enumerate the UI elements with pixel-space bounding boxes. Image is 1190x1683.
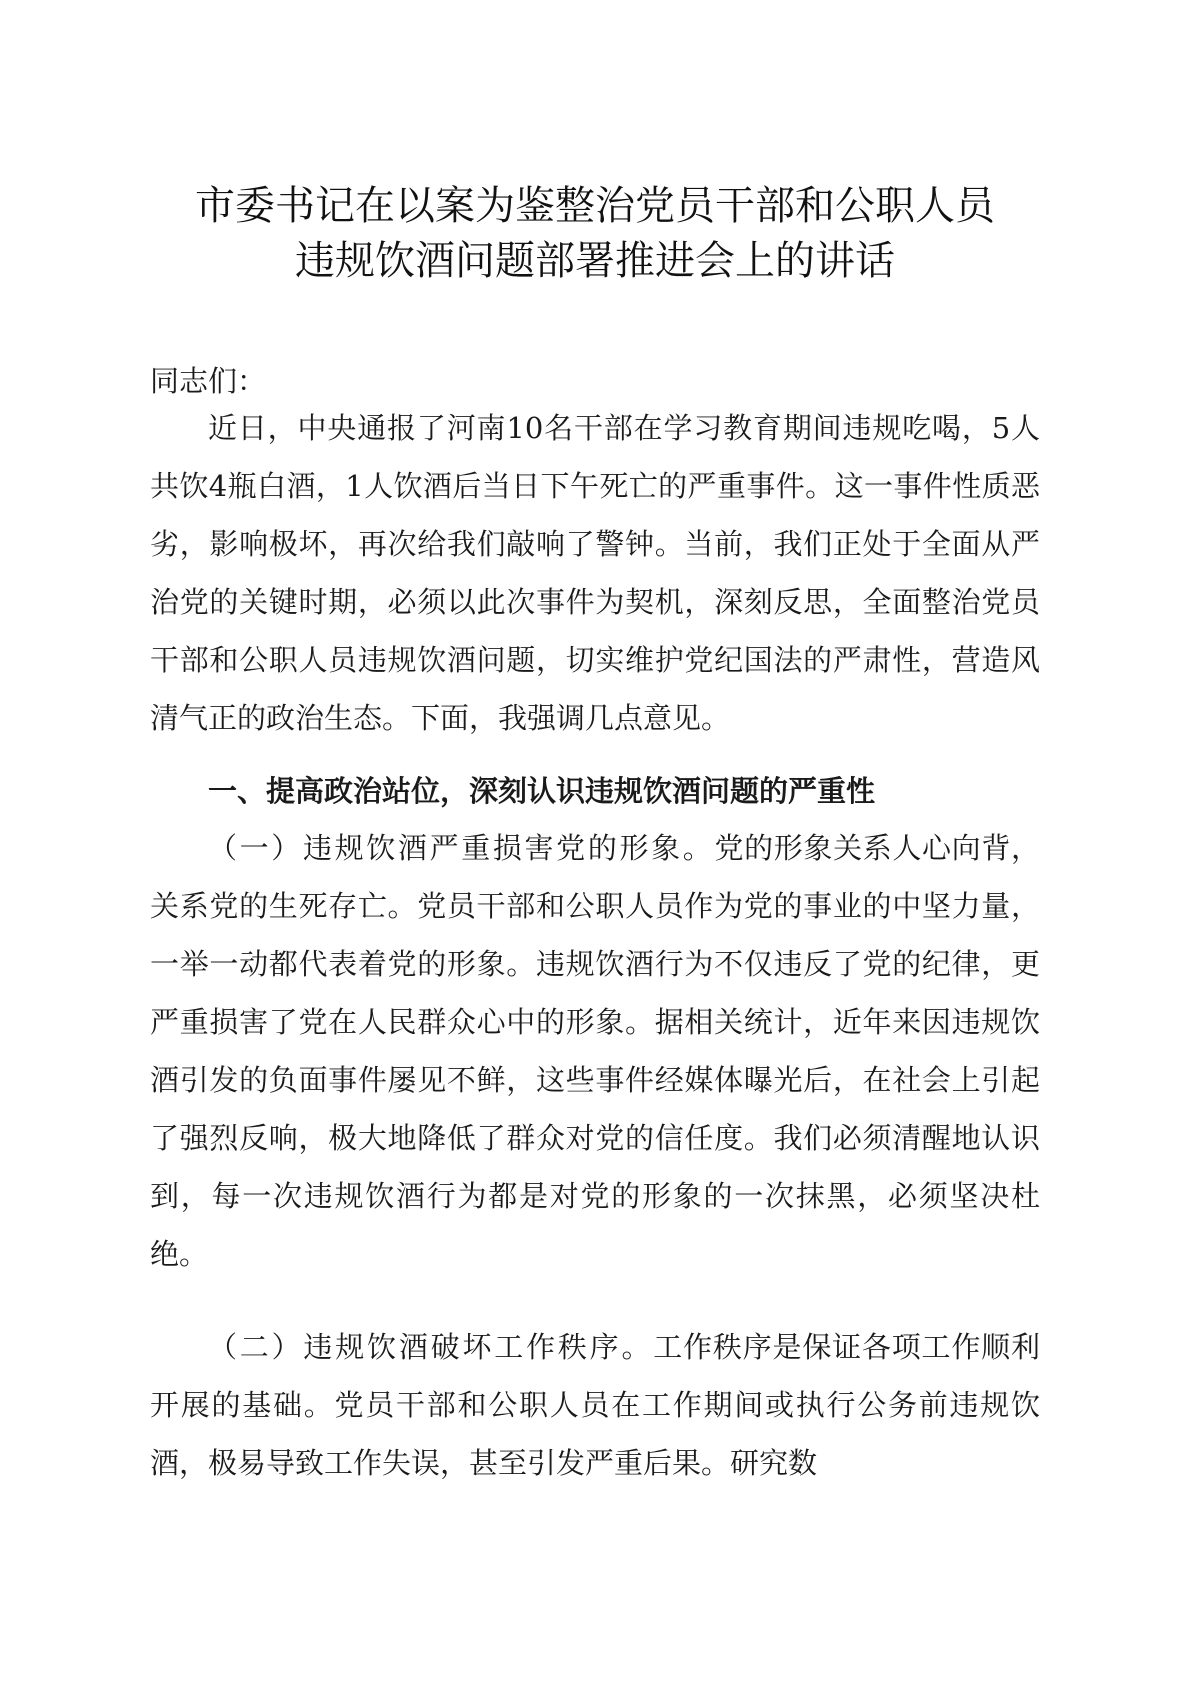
subsection-body-2: 工作秩序是保证各项工作顺利开展的基础。党员干部和公职人员在工作期间或执行公务前违规饮酒，极易导致工作失误，甚至引发严重后果。研究数 <box>150 1330 1040 1480</box>
greeting: 同志们： <box>150 364 267 398</box>
subsection-body-1: 党的形象关系人心向背，关系党的生死存亡。党员干部和公职人员作为党的事业的中坚力量，一举一动都代表着党的形象。违规饮酒行为不仅违反了党的纪律，更严重损害了党在人民群众心中的形象。据相关统计，近年来因违规饮酒引发的负面事件屡见不鲜，这些事件经媒体曝光后，在社会上引起了强烈反响，极大地降低了群众对党的信任度。我们必须清醒地认识到，每一次违规饮酒行为都是对党的形象的一次抹黑，必须坚决杜绝。 <box>150 831 1040 1271</box>
document-title-line-2: 违规饮酒问题部署推进会上的讲话 <box>295 238 895 284</box>
section-heading-1: 一、提高政治站位，深刻认识违规饮酒问题的严重性 <box>208 774 876 808</box>
subsection-paragraph-2 <box>150 1318 1040 1492</box>
subsection-lead-1: （一）违规饮酒严重损害党的形象。 <box>208 831 715 865</box>
subsection-lead-2: （二）违规饮酒破坏工作秩序。 <box>208 1330 654 1364</box>
document-title-line-1: 市委书记在以案为鉴整治党员干部和公职人员 <box>195 183 995 229</box>
subsection-paragraph-1 <box>150 819 1040 1283</box>
intro-paragraph: 近日，中央通报了河南10名干部在学习教育期间违规吃喝，5人共饮4瓶白酒，1人饮酒后当日下午死亡的严重事件。这一事件性质恶劣，影响极坏，再次给我们敲响了警钟。当前，我们正处于全面从严治党的关键时期，必须以此次事件为契机，深刻反思，全面整治党员干部和公职人员违规饮酒问题，切实维护党纪国法的严肃性，营造风清气正的政治生态。下面，我强调几点意见。 <box>150 411 1040 735</box>
